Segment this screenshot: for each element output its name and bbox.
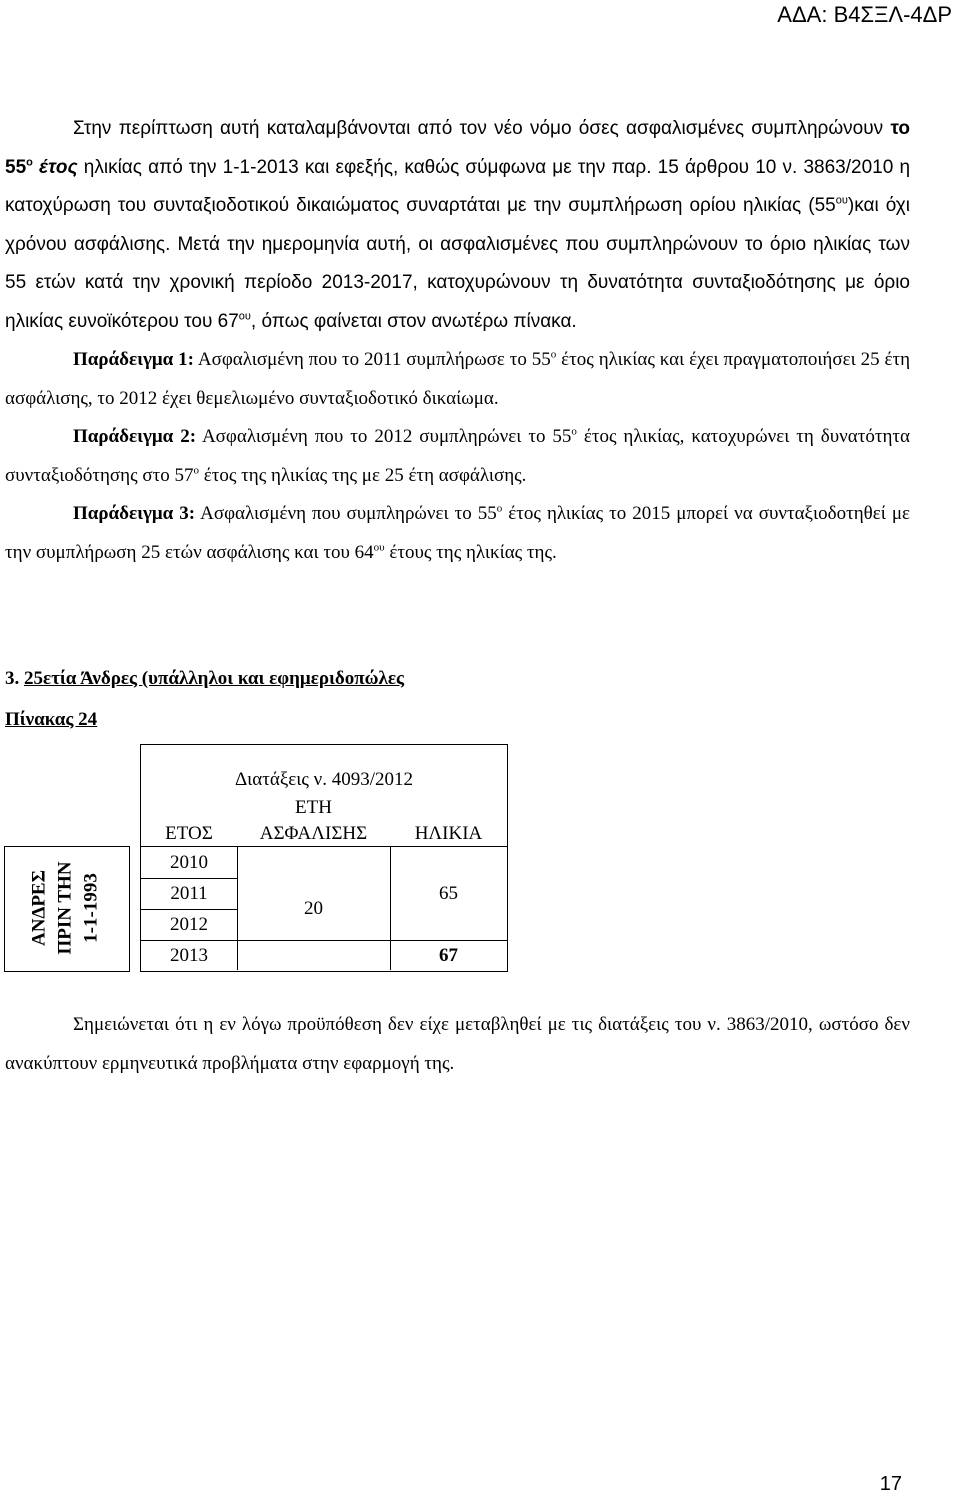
example-label: Παράδειγμα 3: xyxy=(73,503,196,524)
section-heading xyxy=(5,664,404,694)
example-label: Παράδειγμα 2: xyxy=(73,426,197,447)
table-caption: Πίνακας 24 xyxy=(5,709,98,730)
table-insurance-cell: 20 xyxy=(304,898,323,919)
note-paragraph: Σημειώνεται ότι η εν λόγω προϋπόθεση δεν είχε μεταβληθεί με τις διατάξεις του ν. 3863/2010, ωστόσο δεν ανακύπτουν ερμηνευτικά προβλήματα στην εφαρμογή της. xyxy=(5,1014,910,1074)
side-label-line: ΠΡΙΝ ΤΗΝ xyxy=(55,861,76,955)
intro-section xyxy=(5,110,910,572)
table-year-cell: 2010 xyxy=(170,852,208,873)
table-age-cell: 67 xyxy=(439,945,458,966)
table-side-label xyxy=(4,846,128,970)
table-provisions: Διατάξεις ν. 4093/2012 xyxy=(234,769,414,790)
example-text: έτος ηλικίας και έχει πραγματοποιήσει 25 έτη ασφάλισης, το 2012 έχει θεμελιωμένο συνταξιοδοτικό δικαίωμα. xyxy=(5,349,911,409)
table-header-age: ΗΛΙΚΙΑ xyxy=(414,823,483,844)
example-sup: ου xyxy=(373,541,385,554)
intro-sup-3: ου xyxy=(238,310,251,323)
intro-bold: το 55 xyxy=(5,118,910,178)
intro-text-3: )και όχι χρόνου ασφάλισης. Μετά την ημερομηνία αυτή, οι ασφαλισμένες που συμπληρώνουν το όριο ηλικίας των 55 ετών κατά την χρονική περίοδο 2013-2017, κατοχυρώνουν τη δυνατότητα συνταξιοδότησης με όριο ηλικίας ευνοϊκότερου του 67 xyxy=(5,195,910,332)
table-grid-line xyxy=(141,846,507,847)
intro-bold-italic: έτος xyxy=(32,156,78,178)
table-grid-line xyxy=(141,909,237,910)
example-sup: ο xyxy=(550,348,557,361)
example-sup: ο xyxy=(571,425,577,438)
example-text: Ασφαλισμένη που το 2011 συμπλήρωσε το 55 xyxy=(194,349,551,370)
example-1 xyxy=(5,341,910,418)
page-number: 17 xyxy=(879,1473,902,1495)
table-year-cell: 2012 xyxy=(170,914,208,935)
table-header-insurance-2: ΑΣΦΑΛΙΣΗΣ xyxy=(259,823,368,844)
table-year-cell: 2013 xyxy=(170,945,208,966)
example-3 xyxy=(5,495,910,572)
side-label-line: ΑΝΔΡΕΣ xyxy=(29,869,50,947)
table-grid-line xyxy=(141,878,237,879)
intro-sup-2: ου xyxy=(835,194,848,207)
example-text: έτος της ηλικίας της με 25 έτη ασφάλισης. xyxy=(199,464,527,486)
table-year-cell: 2011 xyxy=(170,883,208,904)
table-header-year: ΕΤΟΣ xyxy=(165,823,213,844)
side-label-line: 1-1-1993 xyxy=(81,873,102,943)
example-sup: ο xyxy=(496,502,503,515)
table-header-insurance-1: ΕΤΗ xyxy=(295,797,332,818)
table-grid-line xyxy=(141,940,507,941)
intro-text-1: Στην περίπτωση αυτή καταλαμβάνονται από τον νέο νόμο όσες ασφαλισμένες συμπληρώνουν xyxy=(73,118,891,139)
example-2 xyxy=(5,418,910,495)
example-label: Παράδειγμα 1: xyxy=(73,349,195,370)
intro-paragraph xyxy=(5,110,910,341)
table-age-cell: 65 xyxy=(439,883,458,904)
section-number: 3. xyxy=(5,668,24,689)
example-text: έτος ηλικίας, κατοχυρώνει τη δυνατότητα συνταξιοδότησης στο 57 xyxy=(5,426,910,486)
intro-text-2: ηλικίας από την 1-1-2013 και εφεξής, καθώς σύμφωνα με την παρ. 15 άρθρου 10 ν. 3863/2010 η κατοχύρωση του συνταξιοδοτικού δικαιώματος συναρτάται με την συμπλήρωση ορίου ηλικίας (55 xyxy=(5,156,911,216)
example-text: Ασφαλισμένη που συμπληρώνει το 55 xyxy=(195,503,497,524)
example-text: έτος ηλικίας το 2015 μπορεί να συνταξιοδοτηθεί με την συμπλήρωση 25 ετών ασφάλισης και του 64 xyxy=(5,503,911,563)
example-text: έτους της ηλικίας της. xyxy=(384,541,557,563)
intro-sup: ο xyxy=(26,156,33,169)
section-title: 25ετία Άνδρες (υπάλληλοι και εφημεριδοπώλες xyxy=(24,668,404,689)
example-text: Ασφαλισμένη που το 2012 συμπληρώνει το 55 xyxy=(196,426,572,447)
example-sup: ο xyxy=(193,464,200,477)
ada-code: ΑΔΑ: Β4ΣΞΛ-4ΔΡ xyxy=(777,2,952,27)
note-section xyxy=(5,1006,910,1083)
intro-text-4: , όπως φαίνεται στον ανωτέρω πίνακα. xyxy=(250,310,577,332)
